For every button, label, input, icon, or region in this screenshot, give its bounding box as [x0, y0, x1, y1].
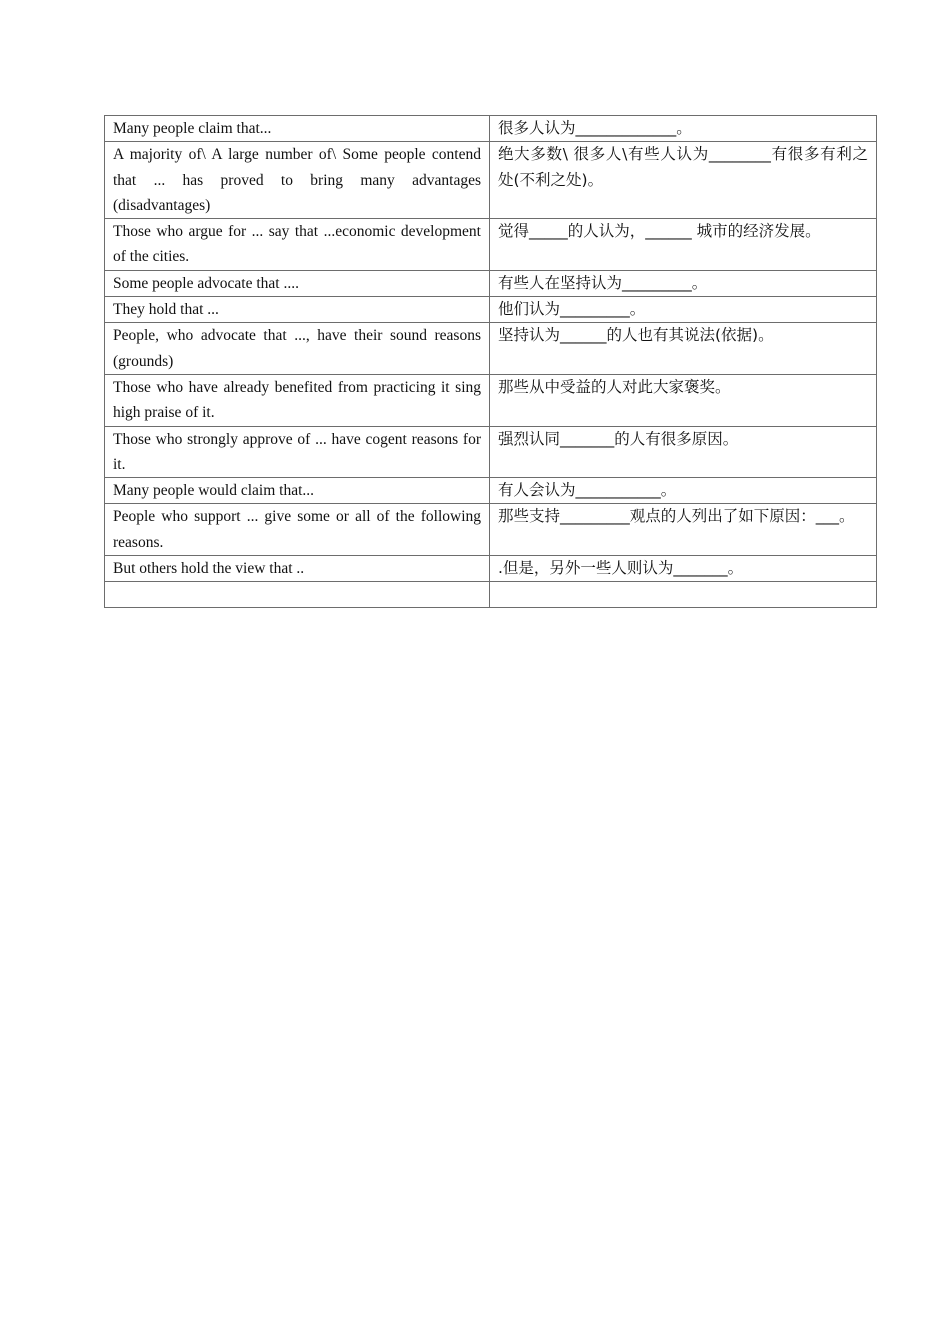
english-phrase-cell: They hold that ...: [105, 297, 490, 323]
table-row: [105, 426, 877, 478]
chinese-translation-cell: 绝大多数\ 很多人\有些人认为________有很多有利之处(不利之处)。: [490, 142, 877, 219]
table-row: [105, 556, 877, 582]
english-phrase-cell: Some people advocate that ....: [105, 270, 490, 296]
chinese-translation-cell: 那些支持_________观点的人列出了如下原因：___。: [490, 504, 877, 556]
english-phrase-cell: [105, 582, 490, 608]
table-row: [105, 323, 877, 375]
english-phrase-cell: People who support ... give some or all of the following reasons.: [105, 504, 490, 556]
chinese-translation-cell: 他们认为_________。: [490, 297, 877, 323]
table-row: [105, 374, 877, 426]
chinese-translation-cell: 强烈认同_______的人有很多原因。: [490, 426, 877, 478]
table-row: [105, 504, 877, 556]
chinese-translation-cell: 那些从中受益的人对此大家褒奖。: [490, 374, 877, 426]
chinese-translation-cell: 有些人在坚持认为_________。: [490, 270, 877, 296]
english-phrase-cell: People, who advocate that ..., have their sound reasons (grounds): [105, 323, 490, 375]
table-row: [105, 478, 877, 504]
english-phrase-cell: A majority of\ A large number of\ Some people contend that ... has proved to bring many advantages (disadvantages): [105, 142, 490, 219]
english-phrase-cell: Those who argue for ... say that ...economic development of the cities.: [105, 219, 490, 271]
english-phrase-cell: Those who have already benefited from practicing it sing high praise of it.: [105, 374, 490, 426]
table-row: [105, 142, 877, 219]
english-phrase-cell: Many people would claim that...: [105, 478, 490, 504]
table-row: [105, 219, 877, 271]
chinese-translation-cell: 很多人认为_____________。: [490, 116, 877, 142]
phrase-table: [104, 115, 877, 608]
table-row: [105, 297, 877, 323]
chinese-translation-cell: 坚持认为______的人也有其说法(依据)。: [490, 323, 877, 375]
chinese-translation-cell: .但是，另外一些人则认为_______。: [490, 556, 877, 582]
english-phrase-cell: Many people claim that...: [105, 116, 490, 142]
table-row: [105, 270, 877, 296]
table-row: [105, 116, 877, 142]
english-phrase-cell: Those who strongly approve of ... have cogent reasons for it.: [105, 426, 490, 478]
chinese-translation-cell: [490, 582, 877, 608]
chinese-translation-cell: 觉得_____的人认为，______ 城市的经济发展。: [490, 219, 877, 271]
table-row: [105, 582, 877, 608]
english-phrase-cell: But others hold the view that ..: [105, 556, 490, 582]
chinese-translation-cell: 有人会认为___________。: [490, 478, 877, 504]
